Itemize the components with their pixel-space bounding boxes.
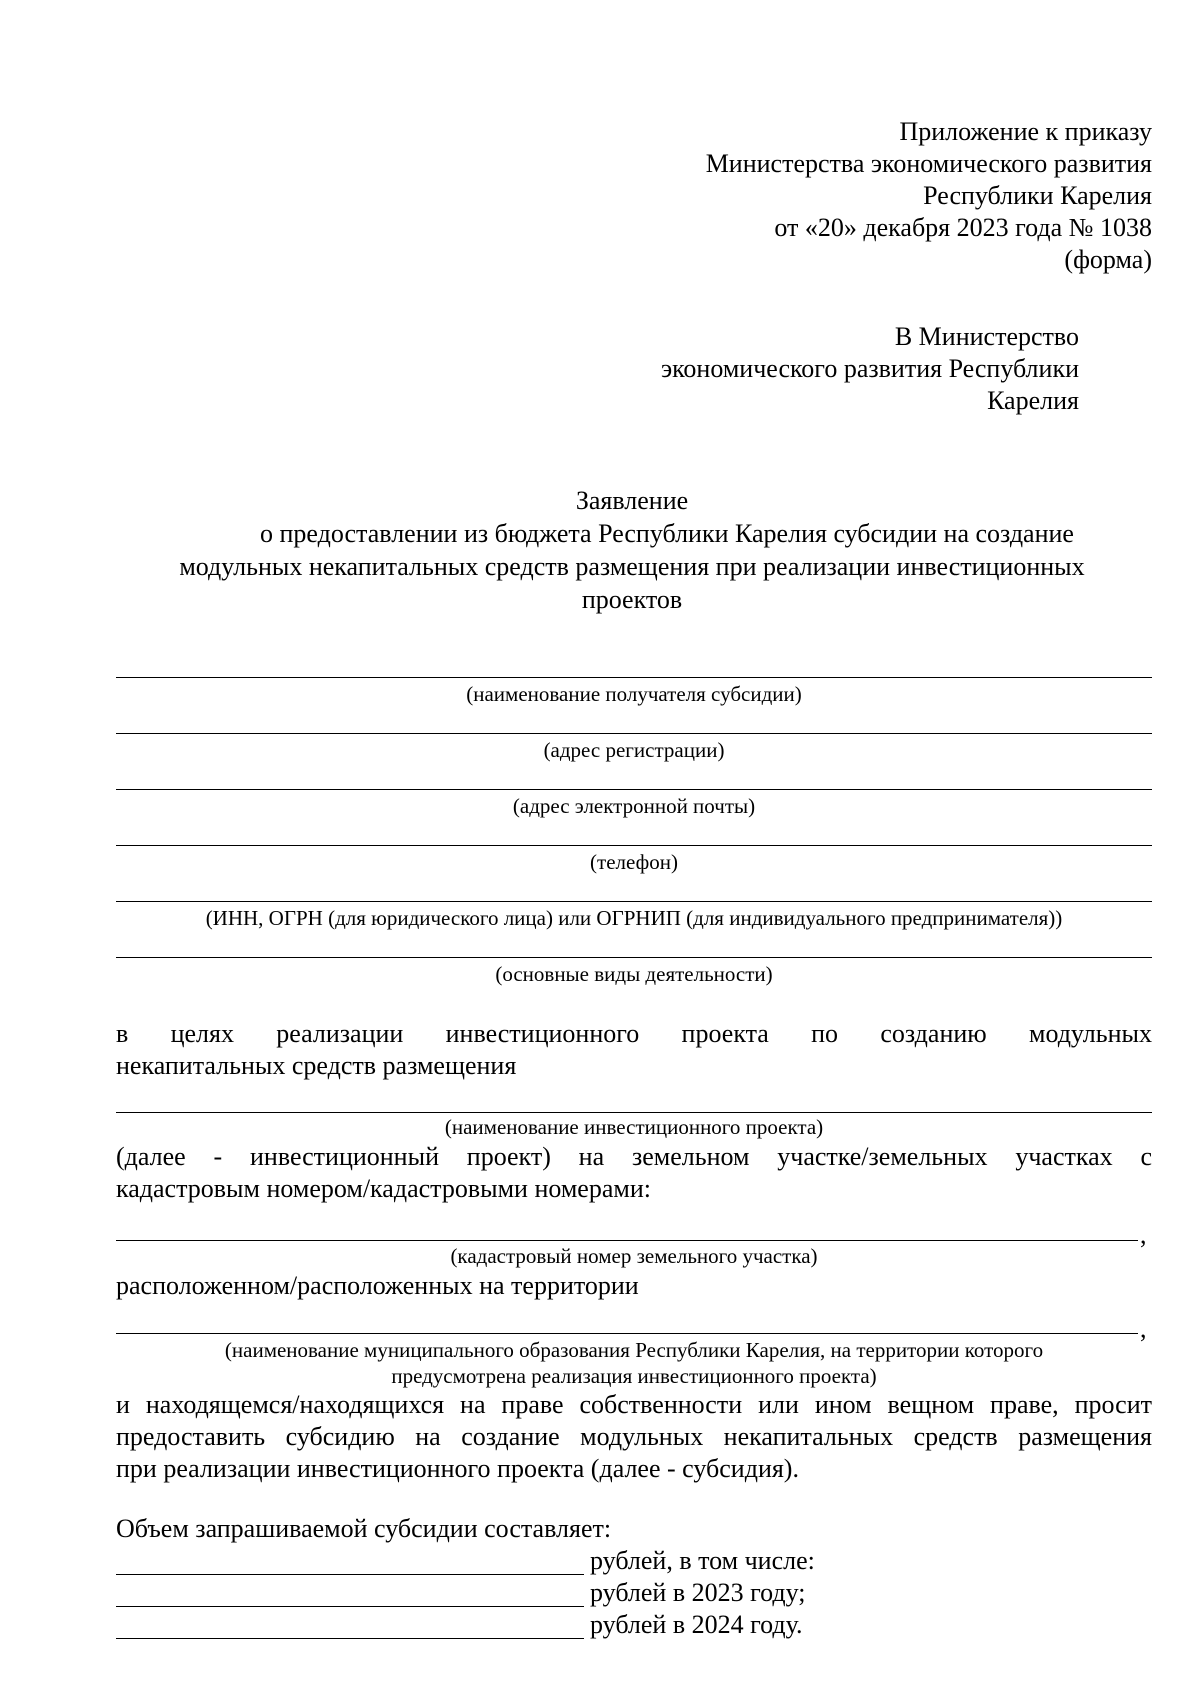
registration-address-line[interactable] [116,733,1152,734]
appendix-form-label: (форма) [1064,245,1152,274]
municipality-caption-line: предусмотрена реализация инвестиционного проекта) [391,1364,877,1388]
amount-total-row [116,1545,876,1577]
cadastral-comma: , [1140,1220,1147,1249]
municipality-line[interactable] [116,1333,1138,1334]
inn-ogrn-caption: (ИНН, ОГРН (для юридического лица) или ОГРНИП (для индивидуального предпринимателя)) [205,906,1063,930]
appendix-order-date: от «20» декабря 2023 года № 1038 [774,213,1152,242]
purpose-paragraph [116,1018,1152,1082]
addressee-line: Карелия [987,386,1079,415]
activities-caption: (основные виды деятельности) [495,962,773,986]
purpose-line: некапитальных средств размещения [116,1051,517,1080]
appendix-line: Министерства экономического развития [705,149,1152,178]
request-line: при реализации инвестиционного проекта (далее - субсидия). [116,1454,799,1483]
request-line: и находящемся/находящихся на праве собственности или ином вещном праве, просит [116,1390,1152,1419]
title-line: проектов [581,585,683,614]
municipality-caption [116,1337,1152,1389]
land-line: (далее - инвестиционный проект) на земельном участке/земельных участках с [116,1142,1152,1171]
amount-total-label: рублей, в том числе: [590,1546,815,1575]
amount-2023-field[interactable] [116,1606,584,1607]
phone-caption: (телефон) [590,850,678,874]
recipient-name-line[interactable] [116,677,1152,678]
appendix-line: Республики Карелия [923,181,1152,210]
project-name-line[interactable] [116,1112,1152,1113]
inn-ogrn-line[interactable] [116,901,1152,902]
amount-total-field[interactable] [116,1574,584,1575]
request-line: предоставить субсидию на создание модульных некапитальных средств размещения [116,1422,1152,1451]
title-line: о предоставлении из бюджета Республики Карелия субсидии на создание [260,519,1074,548]
addressee-line: В Министерство [894,322,1079,351]
amount-2023-label: рублей в 2023 году; [590,1578,806,1607]
territory-line: расположенном/расположенных на территории [116,1271,639,1300]
request-paragraph [116,1389,1152,1485]
email-line[interactable] [116,789,1152,790]
land-paragraph [116,1141,1152,1205]
cadastral-number-line[interactable] [116,1240,1138,1241]
document-title [112,485,1152,617]
cadastral-number-caption: (кадастровый номер земельного участка) [450,1244,818,1268]
project-name-caption: (наименование инвестиционного проекта) [444,1115,824,1139]
title-heading: Заявление [575,486,689,515]
municipality-caption-line: (наименование муниципального образования Республики Карелия, на территории которого [224,1338,1044,1362]
title-line: модульных некапитальных средств размещения при реализации инвестиционных [179,552,1085,581]
land-line: кадастровым номером/кадастровыми номерами: [116,1174,651,1203]
appendix-line: Приложение к приказу [899,117,1152,146]
addressee-line: экономического развития Республики [660,354,1079,383]
addressee-block [560,321,1079,417]
amount-2024-row [116,1609,876,1641]
amount-2024-field[interactable] [116,1638,584,1639]
amount-intro: Объем запрашиваемой субсидии составляет: [116,1514,612,1543]
amount-2024-label: рублей в 2024 году. [590,1610,803,1639]
phone-line[interactable] [116,845,1152,846]
territory-paragraph [116,1270,1152,1302]
purpose-line: в целях реализации инвестиционного проекта по созданию модульных [116,1019,1152,1048]
municipality-comma: , [1140,1314,1147,1343]
email-caption: (адрес электронной почты) [512,794,756,818]
appendix-header [600,116,1152,276]
registration-address-caption: (адрес регистрации) [543,738,725,762]
activities-line[interactable] [116,957,1152,958]
amount-2023-row [116,1577,876,1609]
recipient-name-caption: (наименование получателя субсидии) [466,682,802,706]
